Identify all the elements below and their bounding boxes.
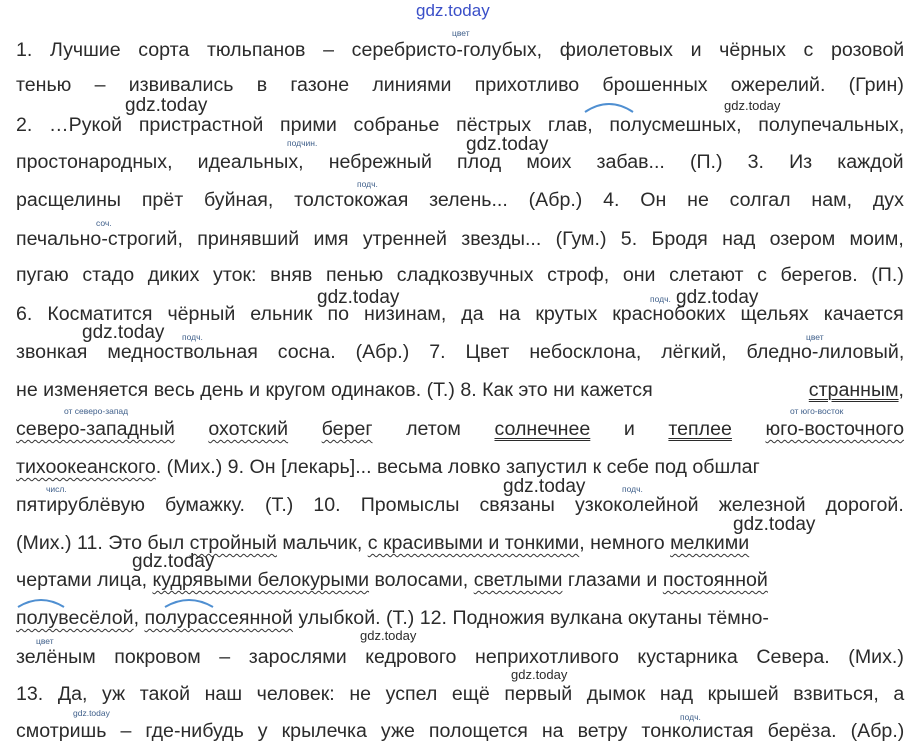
text-span: улыбкой. (Т.) 12. Подножия вулкана окутаны тёмно- (292, 607, 769, 629)
watermark: gdz.today (724, 98, 781, 113)
line-18-text: 13. Да, уж такой наш человек: не успел ещё первый дымок над крышей взвиться, а (16, 683, 905, 705)
text-line-2 (16, 73, 904, 97)
note-podch: подч. (680, 712, 701, 722)
word: и (623, 418, 635, 440)
line-10-part-a: не изменяется весь день и кругом одинаков. (Т.) 8. Как это ни кажется (16, 379, 659, 401)
watermark: gdz.today (317, 287, 400, 308)
text-line-18 (16, 682, 904, 706)
line-17-text: зелёным покровом – зарослями кедрового неприхотливого кустарника Севера. (Мих.) (16, 646, 904, 668)
wavy-word: юго-восточного (765, 418, 904, 440)
text-line-11 (16, 417, 904, 441)
text-span: глазами и (562, 569, 663, 591)
wavy-word: тихоокеанского (16, 456, 156, 478)
wavy-word: стройный (189, 532, 277, 554)
watermark: gdz.today (125, 95, 208, 116)
note-tsvet-1: цвет (452, 28, 470, 38)
watermark-top: gdz.today (416, 1, 490, 20)
watermark: gdz.today (466, 134, 549, 155)
double-underlined-word: теплее (668, 418, 732, 440)
line-4-text: простонародных, идеальных, небрежный плод моих забав... (П.) 3. Из каждой (16, 151, 904, 173)
text-span: чертами лица, (16, 569, 153, 591)
text-line-9 (16, 340, 904, 364)
watermark: gdz.today (511, 667, 568, 682)
note-watermark-small: gdz.today (73, 708, 110, 718)
line-6-text: печально-строгий, принявший имя утренней звезды... (Гум.) 5. Бродя над озером моим, (16, 228, 904, 250)
text-span: мальчик, (276, 532, 368, 554)
line-9-text: звонкая медноствольная сосна. (Абр.) 7. Цвет небосклона, лёгкий, бледно-лиловый, (16, 341, 905, 363)
text-line-7 (16, 263, 904, 287)
word: летом (406, 418, 461, 440)
text-span: , немного (579, 532, 671, 554)
text-line-19 (16, 719, 904, 743)
text-line-4 (16, 150, 904, 174)
text-line-17 (16, 645, 904, 669)
note-podch: подч. (650, 294, 671, 304)
wavy-word: полурассеянной (144, 607, 293, 629)
wavy-word: северо-западный (16, 418, 175, 440)
wavy-word: полувесёлой (16, 607, 134, 629)
note-ot-severo-zapad: от северо-запад (64, 406, 129, 416)
watermark: gdz.today (733, 514, 816, 535)
note-podch: подч. (622, 484, 643, 494)
line-5-text: расщелины прёт буйная, толстокожая зелень... (Абр.) 4. Он не солгал нам, дух (16, 189, 904, 211)
arc-mark (583, 100, 635, 114)
wavy-word: с красивыми и тонкими (367, 532, 580, 554)
watermark: gdz.today (82, 322, 165, 343)
note-podch: подч. (357, 179, 378, 189)
line-1-text: 1. Лучшие сорта тюльпанов – серебристо-голубых, фиолетовых и чёрных с розовой (16, 39, 905, 61)
double-underlined-word: солнечнее (494, 418, 591, 440)
text-line-5 (16, 188, 904, 212)
text-line-3 (16, 113, 904, 137)
watermark: gdz.today (132, 551, 215, 572)
wavy-word: кудрявыми белокурыми (152, 569, 370, 591)
note-tsvet: цвет (806, 332, 824, 342)
wavy-word: берег (321, 418, 373, 440)
note-podch: подч. (182, 332, 203, 342)
line-3-text: 2. …Рукой пристрастной прими собранье пёстрых глав, полусмешных, полупечальных, (16, 114, 905, 136)
text-span: (Мих.) 11. Это был (16, 532, 190, 554)
text-line-1 (16, 38, 904, 62)
line-12-rest: . (Мих.) 9. Он [лекарь]... весьма ловко запустил к себе под обшлаг (155, 456, 760, 478)
watermark: gdz.today (676, 287, 759, 308)
double-underlined-word: странным (808, 379, 899, 401)
text-line-15 (16, 568, 904, 592)
note-chisl: числ. (46, 484, 67, 494)
wavy-word: охотский (208, 418, 289, 440)
line-8-text: 6. Косматится чёрный ельник по низинам, да на крутых краснобоких щельях качается (16, 303, 904, 325)
text-line-12 (16, 455, 904, 479)
text-line-16 (16, 606, 904, 630)
text-line-10 (16, 378, 904, 402)
watermark: gdz.today (503, 476, 586, 497)
note-soch: соч. (96, 218, 112, 228)
text-span: , (133, 607, 145, 629)
line-10-end (809, 378, 904, 402)
watermark: gdz.today (360, 628, 417, 643)
note-tsvet: цвет (36, 636, 54, 646)
text-span: волосами, (369, 569, 474, 591)
line-2-text: тенью – извивались в газоне линиями прихотливо брошенных ожерелий. (Грин) (16, 74, 904, 96)
note-podchin: подчин. (287, 138, 318, 148)
wavy-word: светлыми (473, 569, 563, 591)
line-10-part-c: , (898, 379, 904, 401)
line-13-text: пятирублёвую бумажку. (Т.) 10. Промыслы связаны узкоколейной железной дорогой. (16, 494, 904, 516)
note-ot-yugo-vostok: от юго-восток (790, 406, 844, 416)
wavy-word: постоянной (662, 569, 768, 591)
line-19-text: смотришь – где-нибудь у крылечка уже полощется на ветру тонколистая берёза. (Абр.) (16, 720, 905, 742)
text-line-6 (16, 227, 904, 251)
line-7-text: пугаю стадо диких уток: вняв пенью сладкозвучных строф, они слетают с берегов. (П.) (16, 264, 904, 286)
wavy-word: мелкими (670, 532, 750, 554)
